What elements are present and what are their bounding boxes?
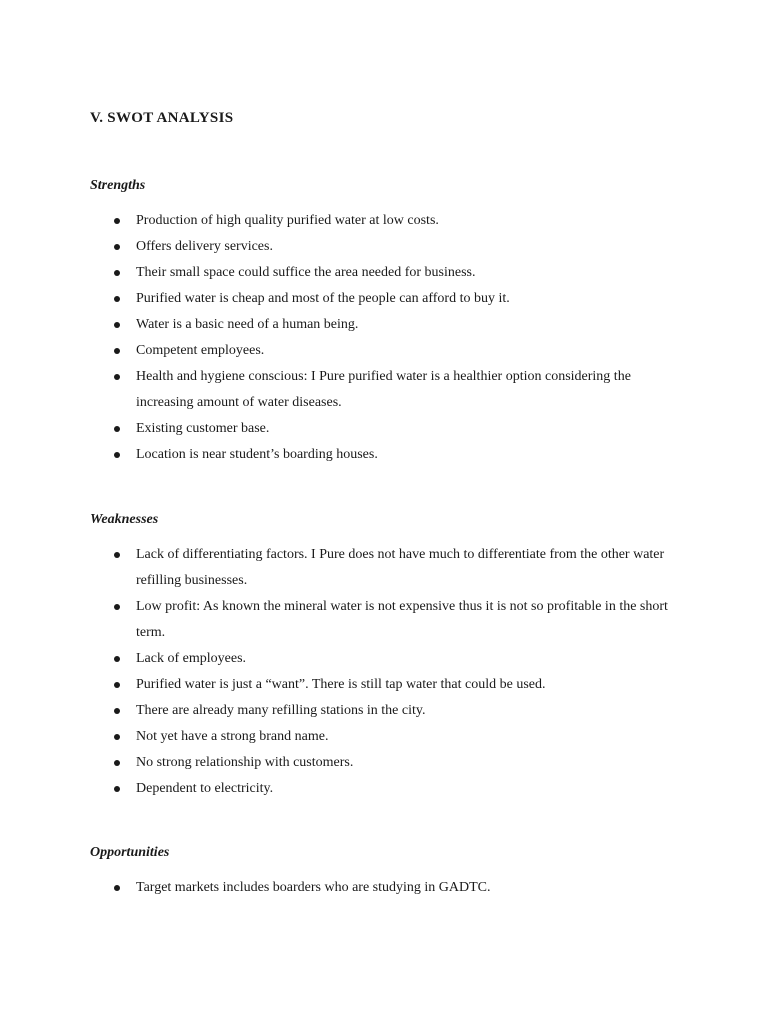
section-heading-opportunities: Opportunities [90,845,170,860]
section-heading-strengths: Strengths [90,178,146,193]
list-item: Water is a basic need of a human being. [0,312,768,338]
weaknesses-list [0,542,768,802]
bullet-icon [114,426,120,432]
list-item: No strong relationship with customers. [0,750,768,776]
list-item: Target markets includes boarders who are studying in GADTC. [0,875,768,901]
bullet-icon [114,760,120,766]
list-item: Location is near student’s boarding houses. [0,442,768,468]
bullet-icon [114,552,120,558]
bullet-icon [114,348,120,354]
bullet-icon [114,452,120,458]
bullet-icon [114,270,120,276]
list-item: Lack of differentiating factors. I Pure does not have much to differentiate from the other water refilling businesses. [0,542,768,594]
list-item: Purified water is just a “want”. There is still tap water that could be used. [0,672,768,698]
list-item: Production of high quality purified water at low costs. [0,208,768,234]
bullet-icon [114,322,120,328]
list-item: Not yet have a strong brand name. [0,724,768,750]
bullet-icon [114,885,120,891]
list-item: Their small space could suffice the area needed for business. [0,260,768,286]
bullet-icon [114,734,120,740]
bullet-icon [114,604,120,610]
list-item: Offers delivery services. [0,234,768,260]
list-item: Lack of employees. [0,646,768,672]
list-item: Low profit: As known the mineral water is not expensive thus it is not so profitable in the short term. [0,594,768,646]
bullet-icon [114,296,120,302]
opportunities-list [0,875,768,901]
bullet-icon [114,656,120,662]
document-title: V. SWOT ANALYSIS [90,110,234,126]
bullet-icon [114,218,120,224]
list-item: Competent employees. [0,338,768,364]
bullet-icon [114,682,120,688]
bullet-icon [114,244,120,250]
list-item: Existing customer base. [0,416,768,442]
section-heading-weaknesses: Weaknesses [90,512,159,527]
list-item: There are already many refilling stations in the city. [0,698,768,724]
bullet-icon [114,374,120,380]
bullet-icon [114,786,120,792]
strengths-list [0,208,768,468]
list-item: Dependent to electricity. [0,776,768,802]
list-item: Purified water is cheap and most of the people can afford to buy it. [0,286,768,312]
list-item: Health and hygiene conscious: I Pure purified water is a healthier option considering the increasing amount of water diseases. [0,364,768,416]
bullet-icon [114,708,120,714]
